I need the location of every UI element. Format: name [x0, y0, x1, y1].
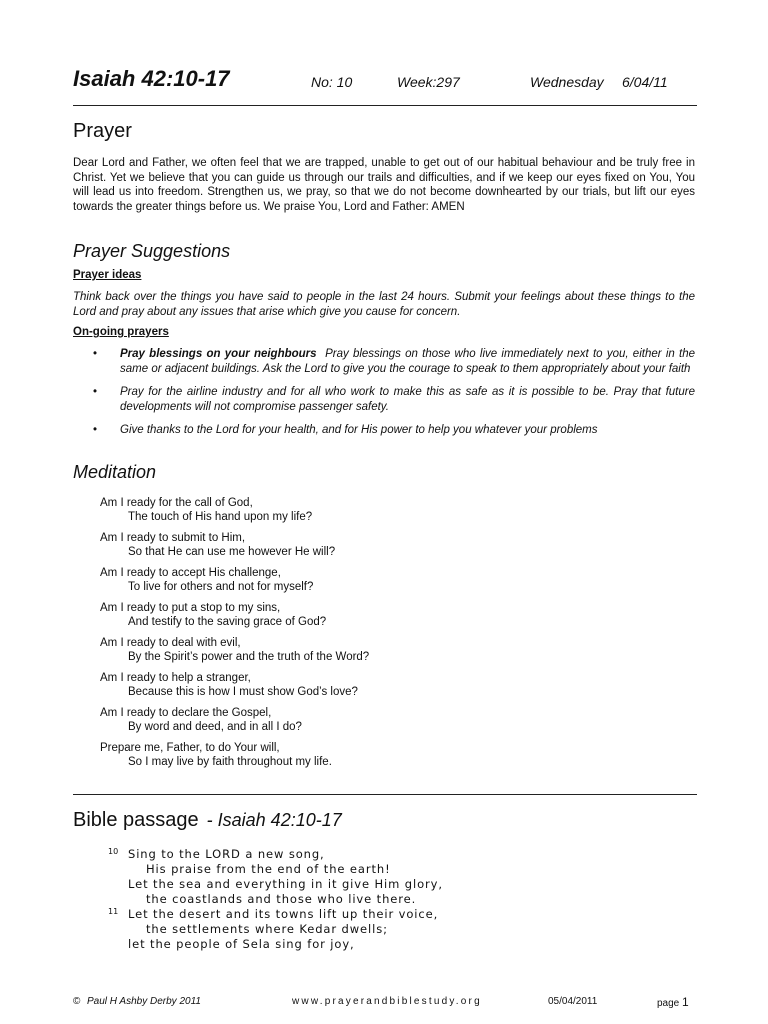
bible-passage-heading: [73, 809, 342, 832]
page-number: 1: [682, 995, 689, 1009]
bullet-text: Pray blessings on those who live immediately next to you, either in the same or adjacent buildings. Ask the Lord to give you the courage to speak to them appropriately about your faith: [120, 348, 696, 375]
verse-line: [108, 907, 608, 922]
footer-website-link[interactable]: www.prayerandbiblestudy.org: [292, 996, 482, 1007]
poem-line: Because this is how I must show God’s love?: [128, 686, 358, 698]
poem-stanza: [100, 671, 600, 699]
bullet-icon: •: [93, 386, 98, 398]
bible-heading-label: Bible passage: [73, 809, 199, 831]
poem-line: To live for others and not for myself?: [128, 581, 314, 593]
document-title: Isaiah 42:10-17: [73, 66, 230, 91]
verse-line: [108, 847, 608, 862]
poem-line: So I may live by faith throughout my life.: [128, 756, 332, 768]
poem-line: Am I ready to submit to Him,: [100, 532, 246, 544]
header-date: 6/04/11: [622, 74, 668, 90]
prayer-suggestions-heading: Prayer Suggestions: [73, 241, 231, 261]
verse-text: the coastlands and those who live there.: [146, 892, 417, 906]
poem-line: By the Spirit’s power and the truth of the Word?: [128, 651, 370, 663]
poem-line: The touch of His hand upon my life?: [128, 511, 313, 523]
list-item: [93, 423, 695, 438]
bible-reference: - Isaiah 42:10-17: [206, 810, 342, 830]
poem-line: Am I ready to accept His challenge,: [100, 567, 281, 579]
copyright-icon: ©: [73, 996, 81, 1007]
meditation-heading: Meditation: [73, 462, 157, 482]
poem-line: Prepare me, Father, to do Your will,: [100, 742, 280, 754]
meditation-poem: [100, 496, 600, 776]
verse-line: [108, 862, 608, 877]
poem-line: And testify to the saving grace of God?: [128, 616, 327, 628]
list-item: [93, 347, 695, 376]
weekday: Wednesday: [530, 74, 604, 90]
ongoing-prayers-heading: On-going prayers: [73, 326, 169, 338]
footer-author: Paul H Ashby Derby 2011: [87, 996, 201, 1007]
verse-line: [108, 937, 608, 952]
poem-line: Am I ready for the call of God,: [100, 497, 253, 509]
prayer-text: Dear Lord and Father, we often feel that we are trapped, unable to get out of our habitual behaviour and be truly free in Christ. Yet we believe that you can guide us through our trails and difficulties, and if we keep our eyes fixed on You, You will lead us into freedom. Strengthen us, we pray, so that we do not become downhearted by our trials, but lift our eyes towards the greater things before us. We praise You, Lord and Father: AMEN: [73, 157, 695, 213]
bullet-text: Give thanks to the Lord for your health, and for His power to help you whatever your problems: [120, 424, 598, 436]
week-number: Week:297: [397, 74, 460, 90]
poem-line: By word and deed, and in all I do?: [128, 721, 302, 733]
header-rule: [73, 105, 697, 106]
prayer-heading: Prayer: [73, 120, 132, 142]
bullet-text: Pray for the airline industry and for all who work to make this as safe as it is possible to be. Pray that future developments will not compromise passenger safety.: [120, 386, 695, 413]
poem-stanza: [100, 496, 600, 524]
page-indicator: [657, 995, 689, 1009]
poem-line: Am I ready to put a stop to my sins,: [100, 602, 281, 614]
page-label: page: [657, 998, 680, 1009]
verse-text: Let the sea and everything in it give Him glory,: [128, 877, 443, 891]
section-rule: [73, 794, 697, 795]
bullet-lead: Pray blessings on your neighbours: [120, 348, 317, 360]
poem-stanza: [100, 706, 600, 734]
verse-text: let the people of Sela sing for joy,: [128, 937, 355, 951]
poem-stanza: [100, 636, 600, 664]
verse-line: [108, 892, 608, 907]
verse-number: 10: [108, 847, 119, 856]
poem-stanza: [100, 566, 600, 594]
poem-stanza: [100, 741, 600, 769]
footer-date: 05/04/2011: [548, 996, 598, 1007]
verse-line: [108, 922, 608, 937]
prayer-ideas-text: Think back over the things you have said to people in the last 24 hours. Submit your feelings about these things to the Lord and pray about any issues that arise which give you cause for concern.: [73, 291, 695, 318]
ongoing-prayers-list: [93, 347, 695, 447]
study-number: No: 10: [311, 74, 353, 90]
poem-stanza: [100, 601, 600, 629]
verse-text: Sing to the LORD a new song,: [128, 847, 325, 861]
poem-line: Am I ready to help a stranger,: [100, 672, 251, 684]
verse-line: [108, 877, 608, 892]
list-item: [93, 385, 695, 414]
poem-stanza: [100, 531, 600, 559]
bullet-icon: •: [93, 424, 98, 436]
verse-text: His praise from the end of the earth!: [146, 862, 391, 876]
poem-line: So that He can use me however He will?: [128, 546, 336, 558]
bible-verses: [108, 847, 608, 952]
poem-line: Am I ready to declare the Gospel,: [100, 707, 272, 719]
verse-number: 11: [108, 907, 119, 916]
prayer-ideas-heading: Prayer ideas: [73, 269, 142, 281]
verse-text: the settlements where Kedar dwells;: [146, 922, 388, 936]
poem-line: Am I ready to deal with evil,: [100, 637, 241, 649]
bullet-icon: •: [93, 348, 98, 360]
verse-text: Let the desert and its towns lift up their voice,: [128, 907, 439, 921]
